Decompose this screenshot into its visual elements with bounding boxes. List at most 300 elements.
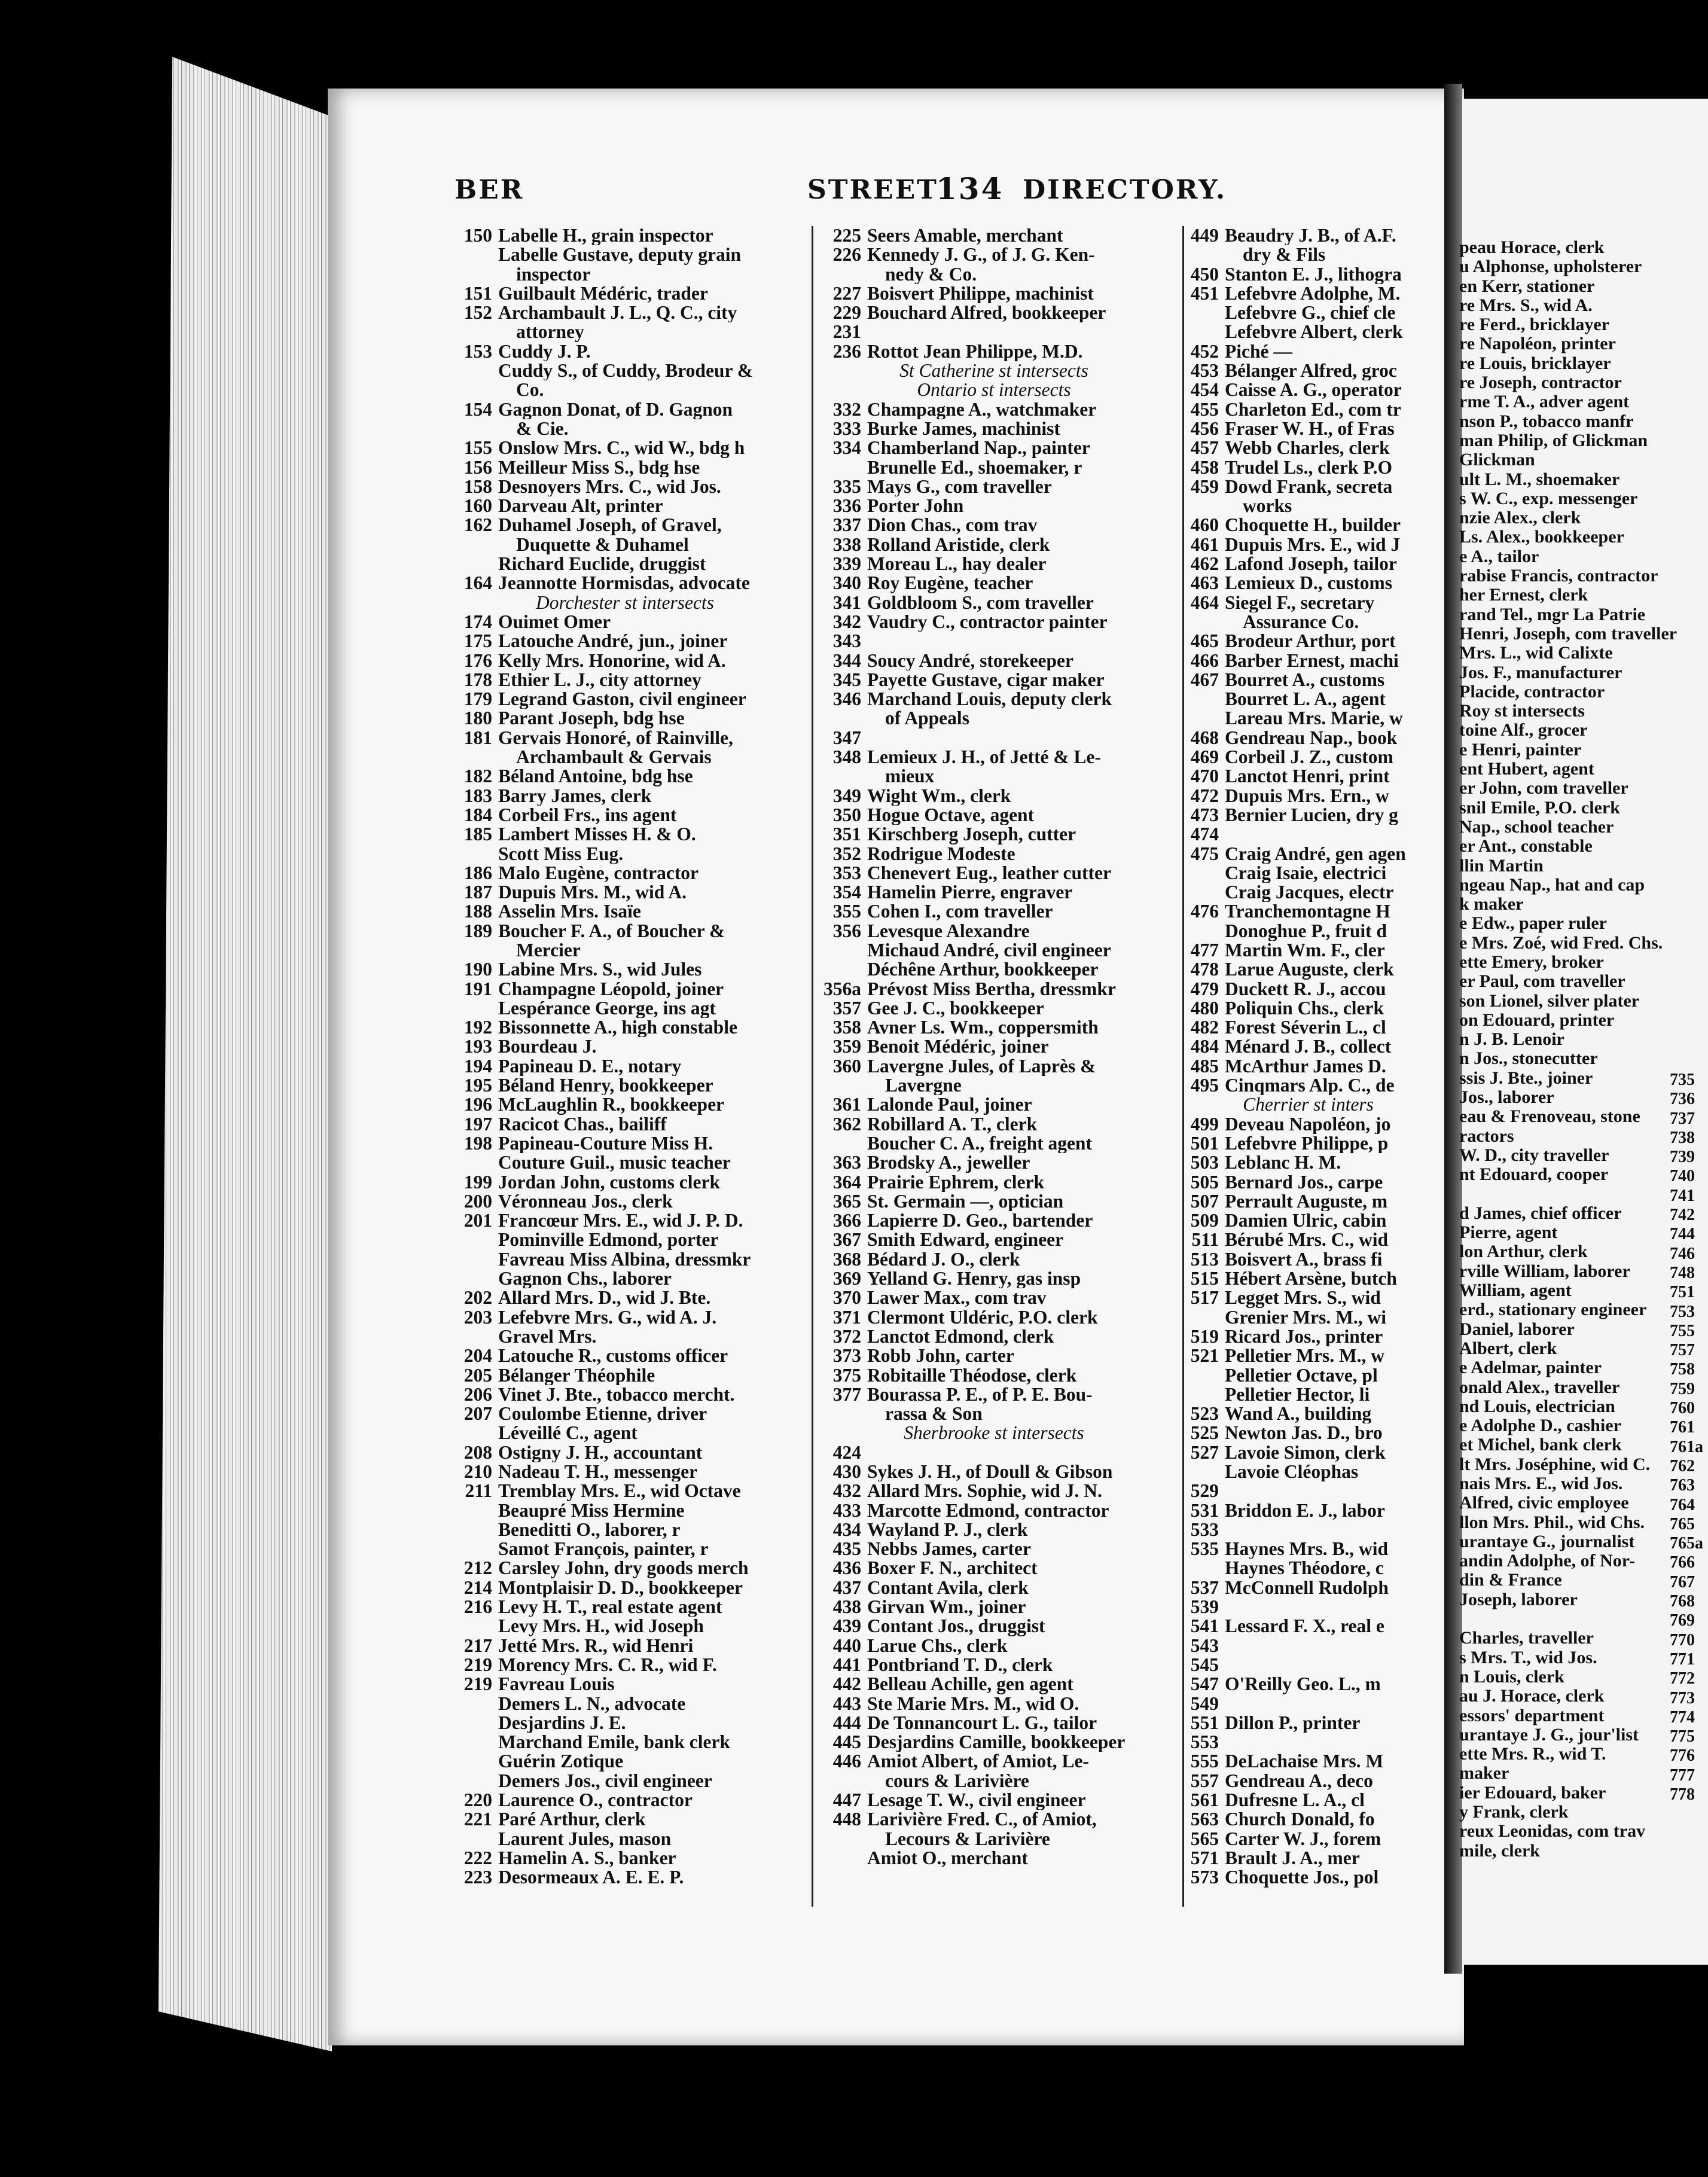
resident-name: Avner Ls. Wm., coppersmith: [867, 1018, 1099, 1038]
house-number: 176: [463, 651, 492, 670]
directory-entry: [815, 1617, 1173, 1636]
resident-name: Leblanc H. M.: [1225, 1153, 1341, 1173]
directory-entry: [446, 245, 804, 264]
directory-entry: [1172, 883, 1444, 902]
directory-entry: [1172, 767, 1444, 786]
house-number: 523: [1190, 1404, 1219, 1424]
header-street-name: BER: [455, 175, 524, 205]
house-number: 455: [1190, 400, 1219, 419]
facing-page-line: maker: [1459, 1764, 1509, 1783]
facing-page-number: 776: [1670, 1746, 1695, 1766]
resident-name: Parant Joseph, bdg hse: [498, 709, 685, 728]
house-number: 217: [463, 1636, 492, 1655]
resident-name: Bourret L. A., agent: [1225, 690, 1386, 709]
directory-entry: [446, 574, 804, 593]
house-number: 571: [1190, 1848, 1219, 1868]
resident-name: Vaudry C., contractor painter: [867, 612, 1108, 632]
resident-name: Desnoyers Mrs. C., wid Jos.: [498, 477, 721, 497]
directory-entry: [1172, 1192, 1444, 1211]
resident-name: Boxer F. N., architect: [867, 1559, 1038, 1578]
directory-entry: [446, 1115, 804, 1134]
directory-entry: [815, 1269, 1173, 1288]
directory-entry: [446, 999, 804, 1018]
house-number: 434: [832, 1520, 861, 1540]
resident-name: Prévost Miss Bertha, dressmkr: [867, 979, 1116, 999]
house-number: 369: [832, 1269, 861, 1289]
directory-entry: [815, 458, 1173, 477]
resident-name: Bouchard Alfred, bookkeeper: [867, 303, 1106, 323]
resident-name: Dion Chas., com trav: [867, 516, 1038, 535]
directory-entry: [1172, 864, 1444, 883]
resident-name: Couture Guil., music teacher: [498, 1153, 731, 1173]
directory-entry: [446, 922, 804, 941]
facing-page-line: man Philip, of Glickman: [1459, 431, 1648, 450]
facing-page-line: nson P., tobacco manfr: [1459, 411, 1634, 431]
header-directory-label: DIRECTORY.: [1023, 175, 1227, 205]
directory-entry: [446, 1192, 804, 1211]
house-number: 154: [463, 400, 492, 419]
resident-name: Robb John, carter: [867, 1346, 1014, 1366]
directory-entry: [815, 226, 1173, 245]
resident-name: Chenevert Eug., leather cutter: [867, 863, 1111, 883]
house-number: 557: [1190, 1771, 1219, 1791]
resident-name: Gendreau A., deco: [1225, 1771, 1373, 1791]
house-number: 194: [463, 1056, 492, 1077]
directory-entry: [815, 941, 1173, 960]
house-number: 221: [463, 1810, 492, 1830]
facing-page-line: au J. Horace, clerk: [1459, 1687, 1605, 1706]
directory-entry: [815, 612, 1173, 632]
house-number: 219: [463, 1675, 492, 1694]
house-number: 182: [463, 767, 492, 786]
resident-name: Larue Chs., clerk: [867, 1636, 1008, 1655]
house-number: 545: [1190, 1655, 1219, 1675]
house-number: 219: [463, 1655, 492, 1675]
facing-page-line: rabise Francis, contractor: [1459, 566, 1658, 586]
house-number: 338: [832, 535, 861, 555]
resident-name: Lavoie Simon, clerk: [1225, 1443, 1386, 1462]
facing-page-line: re Napoléon, printer: [1459, 334, 1616, 354]
facing-page-line: en Kerr, stationer: [1459, 276, 1595, 296]
house-number: 464: [1190, 593, 1219, 612]
facing-page-line: n Louis, clerk: [1459, 1667, 1564, 1687]
resident-name: Malo Eugène, contractor: [498, 863, 699, 883]
resident-name: Allard Mrs. Sophie, wid J. N.: [867, 1481, 1102, 1501]
resident-name: Ricard Jos., printer: [1225, 1327, 1383, 1347]
resident-name: Francœur Mrs. E., wid J. P. D.: [498, 1211, 743, 1231]
directory-entry: [446, 1578, 804, 1597]
directory-entry: [1172, 458, 1444, 477]
resident-name: Beaupré Miss Hermine: [498, 1501, 685, 1520]
directory-entry: [1172, 980, 1444, 999]
directory-entry: [815, 535, 1173, 554]
resident-name: Haynes Mrs. B., wid: [1225, 1539, 1389, 1559]
house-number: 186: [463, 863, 492, 883]
resident-name: Mays G., com traveller: [867, 477, 1052, 497]
house-number: 336: [832, 496, 861, 516]
facing-page-number: 764: [1670, 1495, 1695, 1514]
facing-page-number: 761a: [1670, 1437, 1703, 1456]
directory-entry: [1172, 380, 1444, 400]
house-number: 156: [463, 458, 492, 477]
resident-name: Barry James, clerk: [498, 786, 652, 806]
directory-entry: [1172, 1481, 1444, 1501]
directory-entry: [815, 1597, 1173, 1617]
directory-entry: [446, 941, 804, 960]
directory-entry: [1172, 1578, 1444, 1597]
directory-entry: [446, 322, 804, 342]
resident-name: McConnell Rudolph: [1225, 1578, 1389, 1598]
column-divider: [812, 226, 813, 1907]
house-number: 174: [463, 612, 492, 632]
directory-entry: [446, 496, 804, 516]
resident-name: Fraser W. H., of Fras: [1225, 419, 1395, 439]
facing-page-number: 755: [1670, 1321, 1695, 1340]
directory-entry: [1172, 670, 1444, 690]
resident-name: Martin Wm. F., cler: [1225, 940, 1385, 961]
resident-name: Gagnon Chs., laborer: [498, 1269, 672, 1289]
directory-entry: [446, 670, 804, 690]
house-number: 509: [1190, 1211, 1219, 1231]
resident-name: Boucher F. A., of Boucher &: [498, 921, 725, 941]
section-heading: [815, 361, 1173, 380]
directory-entry: [815, 1230, 1173, 1249]
house-number: 335: [832, 477, 861, 497]
directory-entry: [1172, 612, 1444, 632]
house-number: 365: [832, 1191, 861, 1212]
directory-entry: [815, 1346, 1173, 1365]
resident-name: Larivière Fred. C., of Amiot,: [867, 1810, 1097, 1830]
directory-entry: [446, 1849, 804, 1868]
facing-page-number: 753: [1670, 1302, 1695, 1321]
house-number: 441: [832, 1655, 861, 1675]
directory-entry: [446, 458, 804, 477]
directory-entry: [1172, 748, 1444, 767]
house-number: 525: [1190, 1423, 1219, 1443]
house-number: 477: [1190, 940, 1219, 961]
facing-page-line: her Ernest, clerk: [1459, 586, 1588, 605]
house-number: 468: [1190, 728, 1219, 748]
directory-entry: [815, 632, 1173, 651]
directory-entry: [446, 516, 804, 535]
directory-entry: [1172, 690, 1444, 709]
resident-name: Porter John: [867, 496, 964, 516]
house-number: 191: [463, 979, 492, 999]
directory-entry: [446, 960, 804, 979]
house-number: 515: [1190, 1269, 1219, 1289]
directory-entry: [815, 1752, 1173, 1771]
house-number: 206: [463, 1385, 492, 1405]
resident-name: Cohen I., com traveller: [867, 902, 1053, 922]
directory-entry: [446, 554, 804, 574]
resident-name: of Appeals: [885, 709, 969, 728]
house-number: 354: [832, 883, 861, 902]
facing-page-line: e Mrs. Zoé, wid Fred. Chs.: [1459, 933, 1663, 953]
resident-name: Burke James, machinist: [867, 419, 1060, 439]
directory-entry: [815, 1095, 1173, 1114]
directory-entry: [815, 1501, 1173, 1520]
directory-entry: [1172, 1733, 1444, 1752]
house-number: 565: [1190, 1829, 1219, 1849]
resident-name: Prairie Ephrem, clerk: [867, 1172, 1044, 1192]
directory-entry: [446, 1308, 804, 1327]
directory-entry: [446, 825, 804, 844]
resident-name: Ste Marie Mrs. M., wid O.: [867, 1694, 1079, 1713]
facing-page-line: nd Louis, electrician: [1459, 1397, 1615, 1416]
house-number: 362: [832, 1114, 861, 1134]
directory-entry: [815, 980, 1173, 999]
house-number: 160: [463, 496, 492, 516]
directory-entry: [446, 864, 804, 883]
directory-entry: [815, 574, 1173, 593]
directory-entry: [1172, 1462, 1444, 1481]
facing-page-line: y Frank, clerk: [1459, 1803, 1569, 1822]
resident-name: Deveau Napoléon, jo: [1225, 1114, 1391, 1134]
resident-name: Lavergne: [885, 1076, 962, 1096]
house-number: 551: [1190, 1713, 1219, 1733]
resident-name: Darveau Alt, printer: [498, 496, 663, 516]
resident-name: Wayland P. J., clerk: [867, 1520, 1028, 1540]
facing-page-line: n Jos., stonecutter: [1459, 1049, 1598, 1069]
resident-name: Levy H. T., real estate agent: [498, 1597, 722, 1617]
house-number: 507: [1190, 1191, 1219, 1212]
resident-name: Bélanger Théophile: [498, 1365, 655, 1385]
resident-name: Lanctot Edmond, clerk: [867, 1327, 1054, 1347]
directory-entry: [815, 960, 1173, 979]
facing-page-line: ractors: [1459, 1126, 1514, 1146]
house-number: 533: [1190, 1520, 1219, 1540]
house-number: 448: [832, 1810, 861, 1830]
directory-entry: [1172, 1385, 1444, 1404]
house-number: 517: [1190, 1288, 1219, 1308]
resident-name: Bernard Jos., carpe: [1225, 1172, 1383, 1192]
directory-entry: [1172, 1501, 1444, 1520]
facing-page-number: 758: [1670, 1360, 1695, 1379]
resident-name: Grenier Mrs. M., wi: [1225, 1307, 1387, 1327]
facing-page-line: s Mrs. T., wid Jos.: [1459, 1648, 1597, 1667]
resident-name: Pelletier Octave, pl: [1225, 1365, 1378, 1385]
house-number: 501: [1190, 1133, 1219, 1154]
resident-name: Bourret A., customs: [1225, 670, 1385, 690]
directory-entry: [446, 1134, 804, 1153]
section-heading: [1172, 1095, 1444, 1114]
facing-page-line: [1459, 1185, 1677, 1204]
directory-entry: [815, 728, 1173, 748]
resident-name: Lambert Misses H. & O.: [498, 825, 696, 844]
house-number: 345: [832, 670, 861, 690]
directory-entry: [446, 1018, 804, 1037]
resident-name: Pelletier Mrs. M., w: [1225, 1346, 1385, 1366]
resident-name: McLaughlin R., bookkeeper: [498, 1095, 725, 1115]
directory-entry: [815, 1037, 1173, 1056]
resident-name: Siegel F., secretary: [1225, 593, 1375, 612]
directory-entry: [815, 1578, 1173, 1597]
directory-entry: [1172, 226, 1444, 245]
resident-name: Boisvert Philippe, machinist: [867, 283, 1094, 304]
house-number: 202: [463, 1288, 492, 1308]
directory-entry: [815, 844, 1173, 864]
resident-name: Tranchemontagne H: [1225, 902, 1390, 922]
house-number: 482: [1190, 1018, 1219, 1038]
house-number: 355: [832, 902, 861, 922]
resident-name: Lespérance George, ins agt: [498, 998, 716, 1019]
directory-entry: [815, 438, 1173, 458]
facing-page-line: mile, clerk: [1459, 1841, 1540, 1861]
directory-entry: [815, 825, 1173, 844]
facing-page-line: er John, com traveller: [1459, 779, 1628, 798]
resident-name: Amiot O., merchant: [867, 1848, 1028, 1868]
directory-entry: [446, 361, 804, 380]
house-number: 437: [832, 1578, 861, 1598]
house-number: 358: [832, 1018, 861, 1038]
facing-page-number: 777: [1670, 1766, 1695, 1785]
facing-page-number: 769: [1670, 1611, 1695, 1630]
directory-entry: [446, 690, 804, 709]
facing-page-number: 775: [1670, 1727, 1695, 1746]
directory-entry: [1172, 1713, 1444, 1733]
resident-name: Webb Charles, clerk: [1225, 438, 1390, 458]
resident-name: Ostigny J. H., accountant: [498, 1443, 703, 1462]
house-number: 179: [463, 690, 492, 709]
facing-page-line: Charles, traveller: [1459, 1629, 1594, 1648]
resident-name: Wight Wm., clerk: [867, 786, 1011, 806]
directory-entry: [815, 786, 1173, 806]
facing-page-number: 763: [1670, 1476, 1695, 1495]
house-number: 499: [1190, 1114, 1219, 1134]
resident-name: Dupuis Mrs. E., wid J: [1225, 535, 1401, 555]
facing-page-line: Joseph, laborer: [1459, 1590, 1578, 1609]
directory-entry: [446, 1713, 804, 1733]
directory-entry: [815, 1076, 1173, 1095]
directory-entry: [446, 1269, 804, 1288]
house-number: 353: [832, 863, 861, 883]
directory-entry: [446, 1230, 804, 1249]
directory-entry: [815, 690, 1173, 709]
house-number: 370: [832, 1288, 861, 1308]
facing-page-line: llin Martin: [1459, 856, 1544, 876]
facing-page-line: re Mrs. S., wid A.: [1459, 295, 1593, 315]
facing-page-number: 767: [1670, 1572, 1695, 1591]
resident-name: Archambault & Gervais: [516, 748, 712, 767]
house-number: 208: [463, 1443, 492, 1462]
directory-entry: [1172, 999, 1444, 1018]
resident-name: Champagne A., watchmaker: [867, 400, 1097, 419]
resident-name: Hogue Octave, agent: [867, 805, 1035, 825]
house-number: 549: [1190, 1694, 1219, 1713]
directory-entry: [446, 419, 804, 438]
directory-entry: [815, 1694, 1173, 1713]
resident-name: Demers L. N., advocate: [498, 1694, 686, 1713]
house-number: 359: [832, 1037, 861, 1057]
resident-name: DeLachaise Mrs. M: [1225, 1752, 1384, 1772]
resident-name: Cuddy S., of Cuddy, Brodeur &: [498, 361, 753, 381]
directory-entry: [1172, 438, 1444, 458]
house-number: 537: [1190, 1578, 1219, 1598]
house-number: 220: [463, 1791, 492, 1810]
directory-entry: [446, 1211, 804, 1230]
resident-name: Co.: [516, 380, 544, 400]
resident-name: Gravel Mrs.: [498, 1327, 597, 1347]
resident-name: Barber Ernest, machi: [1225, 651, 1399, 670]
directory-entry: [446, 980, 804, 999]
directory-entry: [1172, 1655, 1444, 1675]
house-number: 563: [1190, 1810, 1219, 1830]
resident-name: Duquette & Duhamel: [516, 535, 689, 555]
resident-name: Béland Antoine, bdg hse: [498, 767, 693, 786]
directory-entry: [815, 748, 1173, 767]
resident-name: Lawer Max., com trav: [867, 1288, 1047, 1308]
directory-entry: [1172, 1057, 1444, 1076]
house-number: 539: [1190, 1597, 1219, 1617]
facing-page-number: 738: [1670, 1128, 1695, 1147]
house-number: 453: [1190, 361, 1219, 381]
directory-entry: [815, 999, 1173, 1018]
facing-page-line: re Ferd., bricklayer: [1459, 315, 1610, 335]
house-number: 547: [1190, 1675, 1219, 1694]
resident-name: Larue Auguste, clerk: [1225, 960, 1394, 980]
house-number: 231: [832, 322, 861, 342]
directory-entry: [446, 902, 804, 921]
resident-name: Ethier L. J., city attorney: [498, 670, 702, 690]
directory-entry: [815, 864, 1173, 883]
resident-name: Bédard J. O., clerk: [867, 1249, 1020, 1270]
resident-name: Assurance Co.: [1243, 612, 1359, 632]
resident-name: Hamelin A. S., banker: [498, 1848, 676, 1868]
house-number: 476: [1190, 902, 1219, 922]
house-number: 459: [1190, 477, 1219, 497]
house-number: 198: [463, 1133, 492, 1154]
directory-entry: [815, 670, 1173, 690]
directory-entry: [446, 1810, 804, 1829]
directory-entry: [815, 322, 1173, 342]
directory-entry: [815, 1385, 1173, 1404]
house-number: 334: [832, 438, 861, 458]
resident-name: Lapierre D. Geo., bartender: [867, 1211, 1093, 1231]
resident-name: Yelland G. Henry, gas insp: [867, 1269, 1081, 1289]
facing-page-line: din & France: [1459, 1571, 1562, 1590]
directory-entry: [446, 1153, 804, 1172]
resident-name: Desormeaux A. E. E. P.: [498, 1868, 684, 1888]
house-number: 155: [463, 438, 492, 458]
facing-page-line: Ls. Alex., bookkeeper: [1459, 528, 1624, 547]
resident-name: Lessard F. X., real e: [1225, 1617, 1384, 1636]
facing-page-line: [1459, 1609, 1677, 1629]
facing-page-line: Pierre, agent: [1459, 1223, 1558, 1243]
house-number: 424: [832, 1443, 861, 1462]
resident-name: Vinet J. Bte., tobacco mercht.: [498, 1385, 735, 1405]
resident-name: Brault J. A., mer: [1225, 1848, 1360, 1868]
directory-entry: [1172, 1617, 1444, 1636]
directory-entry: [446, 1443, 804, 1462]
resident-name: Sykes J. H., of Doull & Gibson: [867, 1462, 1113, 1482]
directory-entry: [815, 1443, 1173, 1462]
house-number: 164: [463, 574, 492, 593]
directory-entry: [815, 554, 1173, 574]
directory-entry: [446, 1830, 804, 1849]
directory-entry: [815, 1288, 1173, 1307]
directory-entry: [1172, 303, 1444, 322]
house-number: 435: [832, 1539, 861, 1559]
directory-entry: [446, 342, 804, 361]
resident-name: Chamberland Nap., painter: [867, 438, 1090, 458]
facing-page-line: Albert, clerk: [1459, 1338, 1557, 1358]
resident-name: Brodeur Arthur, port: [1225, 632, 1396, 651]
directory-entry: [815, 806, 1173, 825]
house-number: 458: [1190, 458, 1219, 477]
house-number: 193: [463, 1037, 492, 1057]
resident-name: Cinqmars Alp. C., de: [1225, 1076, 1395, 1096]
directory-entry: [815, 1772, 1173, 1791]
